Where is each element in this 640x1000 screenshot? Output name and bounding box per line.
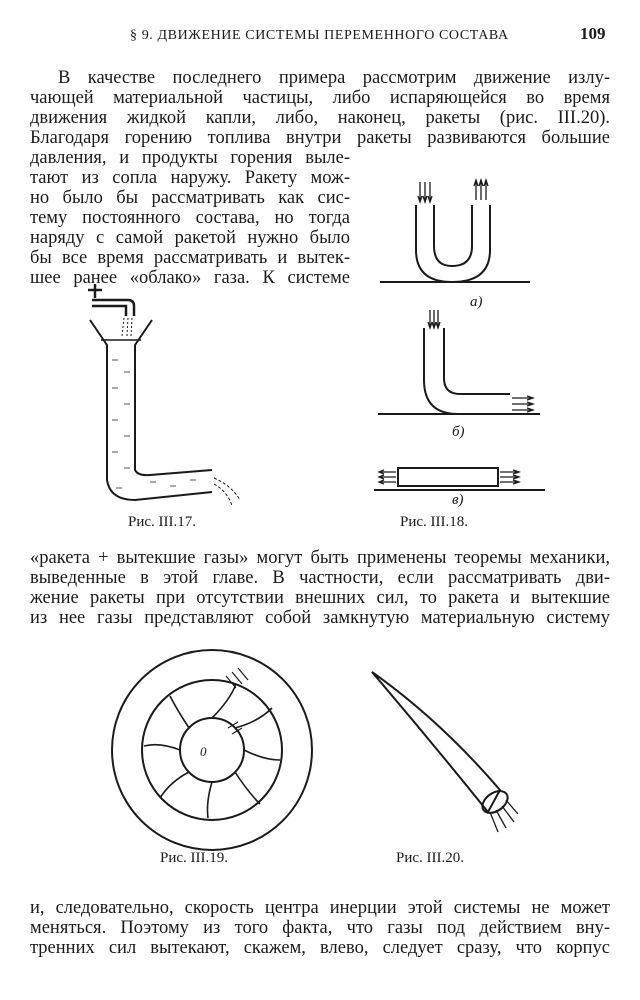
text-line: жение ракеты при отсутствии внешних сил, то ракета и вытекшие <box>30 588 610 608</box>
paragraph-2 <box>30 548 610 628</box>
text-line: выведенные в этой главе. В частности, если рассматривать дви- <box>30 568 610 588</box>
fig17-funnel-tube-diagram <box>88 284 240 506</box>
page-number: 109 <box>580 24 606 43</box>
text-line: Благодаря горению топлива внутри ракеты развиваются большие <box>30 128 610 148</box>
text-line: из нее газы представляют собой замкнутую материальную систему <box>30 608 610 628</box>
fig18-label-a: а) <box>470 294 483 310</box>
fig19-caption: Рис. III.19. <box>160 850 229 866</box>
text-line: бы все время рассматривать и вытек- <box>30 248 350 268</box>
paragraph-3 <box>30 898 610 958</box>
fig18-caption: Рис. III.18. <box>400 514 469 530</box>
text-line: тему постоянного состава, но тогда <box>30 208 350 228</box>
text-line: шее ранее «облако» газа. К системе <box>30 268 350 288</box>
text-line: В качестве последнего примера рассмотрим движение излу- <box>58 68 610 88</box>
fig19-turbine-wheel <box>112 650 312 850</box>
text-line: «ракета + вытекшие газы» могут быть применены теоремы механики, <box>30 548 610 568</box>
section-title: § 9. ДВИЖЕНИЕ СИСТЕМЫ ПЕРЕМЕННОГО СОСТАВА <box>130 28 509 43</box>
text-line: чающей материальной частицы, либо испаряющейся во время <box>30 88 610 108</box>
fig18a-u-tube <box>380 180 530 282</box>
paragraph-1-full <box>30 68 610 148</box>
fig19-center-label: 0 <box>200 744 207 759</box>
fig17-liquid-texture <box>112 360 196 488</box>
text-line: тают из сопла наружу. Ракету мож- <box>30 168 350 188</box>
text-line: меняться. Поэтому из того факта, что газы под действием вну- <box>30 918 610 938</box>
fig19-blades <box>144 684 280 818</box>
page-header <box>0 22 640 46</box>
text-line: наряду с самой ракетой нужно было <box>30 228 350 248</box>
fig20-rocket <box>372 672 518 832</box>
text-line: движения жидкой капли, либо, наконец, ракеты (рис. III.20). <box>30 108 610 128</box>
fig20-caption: Рис. III.20. <box>396 850 465 866</box>
text-line: но было бы рассматривать как сис- <box>30 188 350 208</box>
text-line: и, следовательно, скорость центра инерции этой системы не может <box>30 898 610 918</box>
paragraph-1-narrow <box>30 148 350 288</box>
fig18-label-c: в) <box>452 492 464 508</box>
fig18-label-b: б) <box>452 424 465 440</box>
text-line: тренних сил вытекают, скажем, влево, следует сразу, что корпус <box>30 938 610 958</box>
text-line: давления, и продукты горения выле- <box>30 148 350 168</box>
fig18c-straight-tube <box>374 468 545 490</box>
fig18b-l-tube <box>378 310 540 414</box>
fig17-caption: Рис. III.17. <box>128 514 197 530</box>
